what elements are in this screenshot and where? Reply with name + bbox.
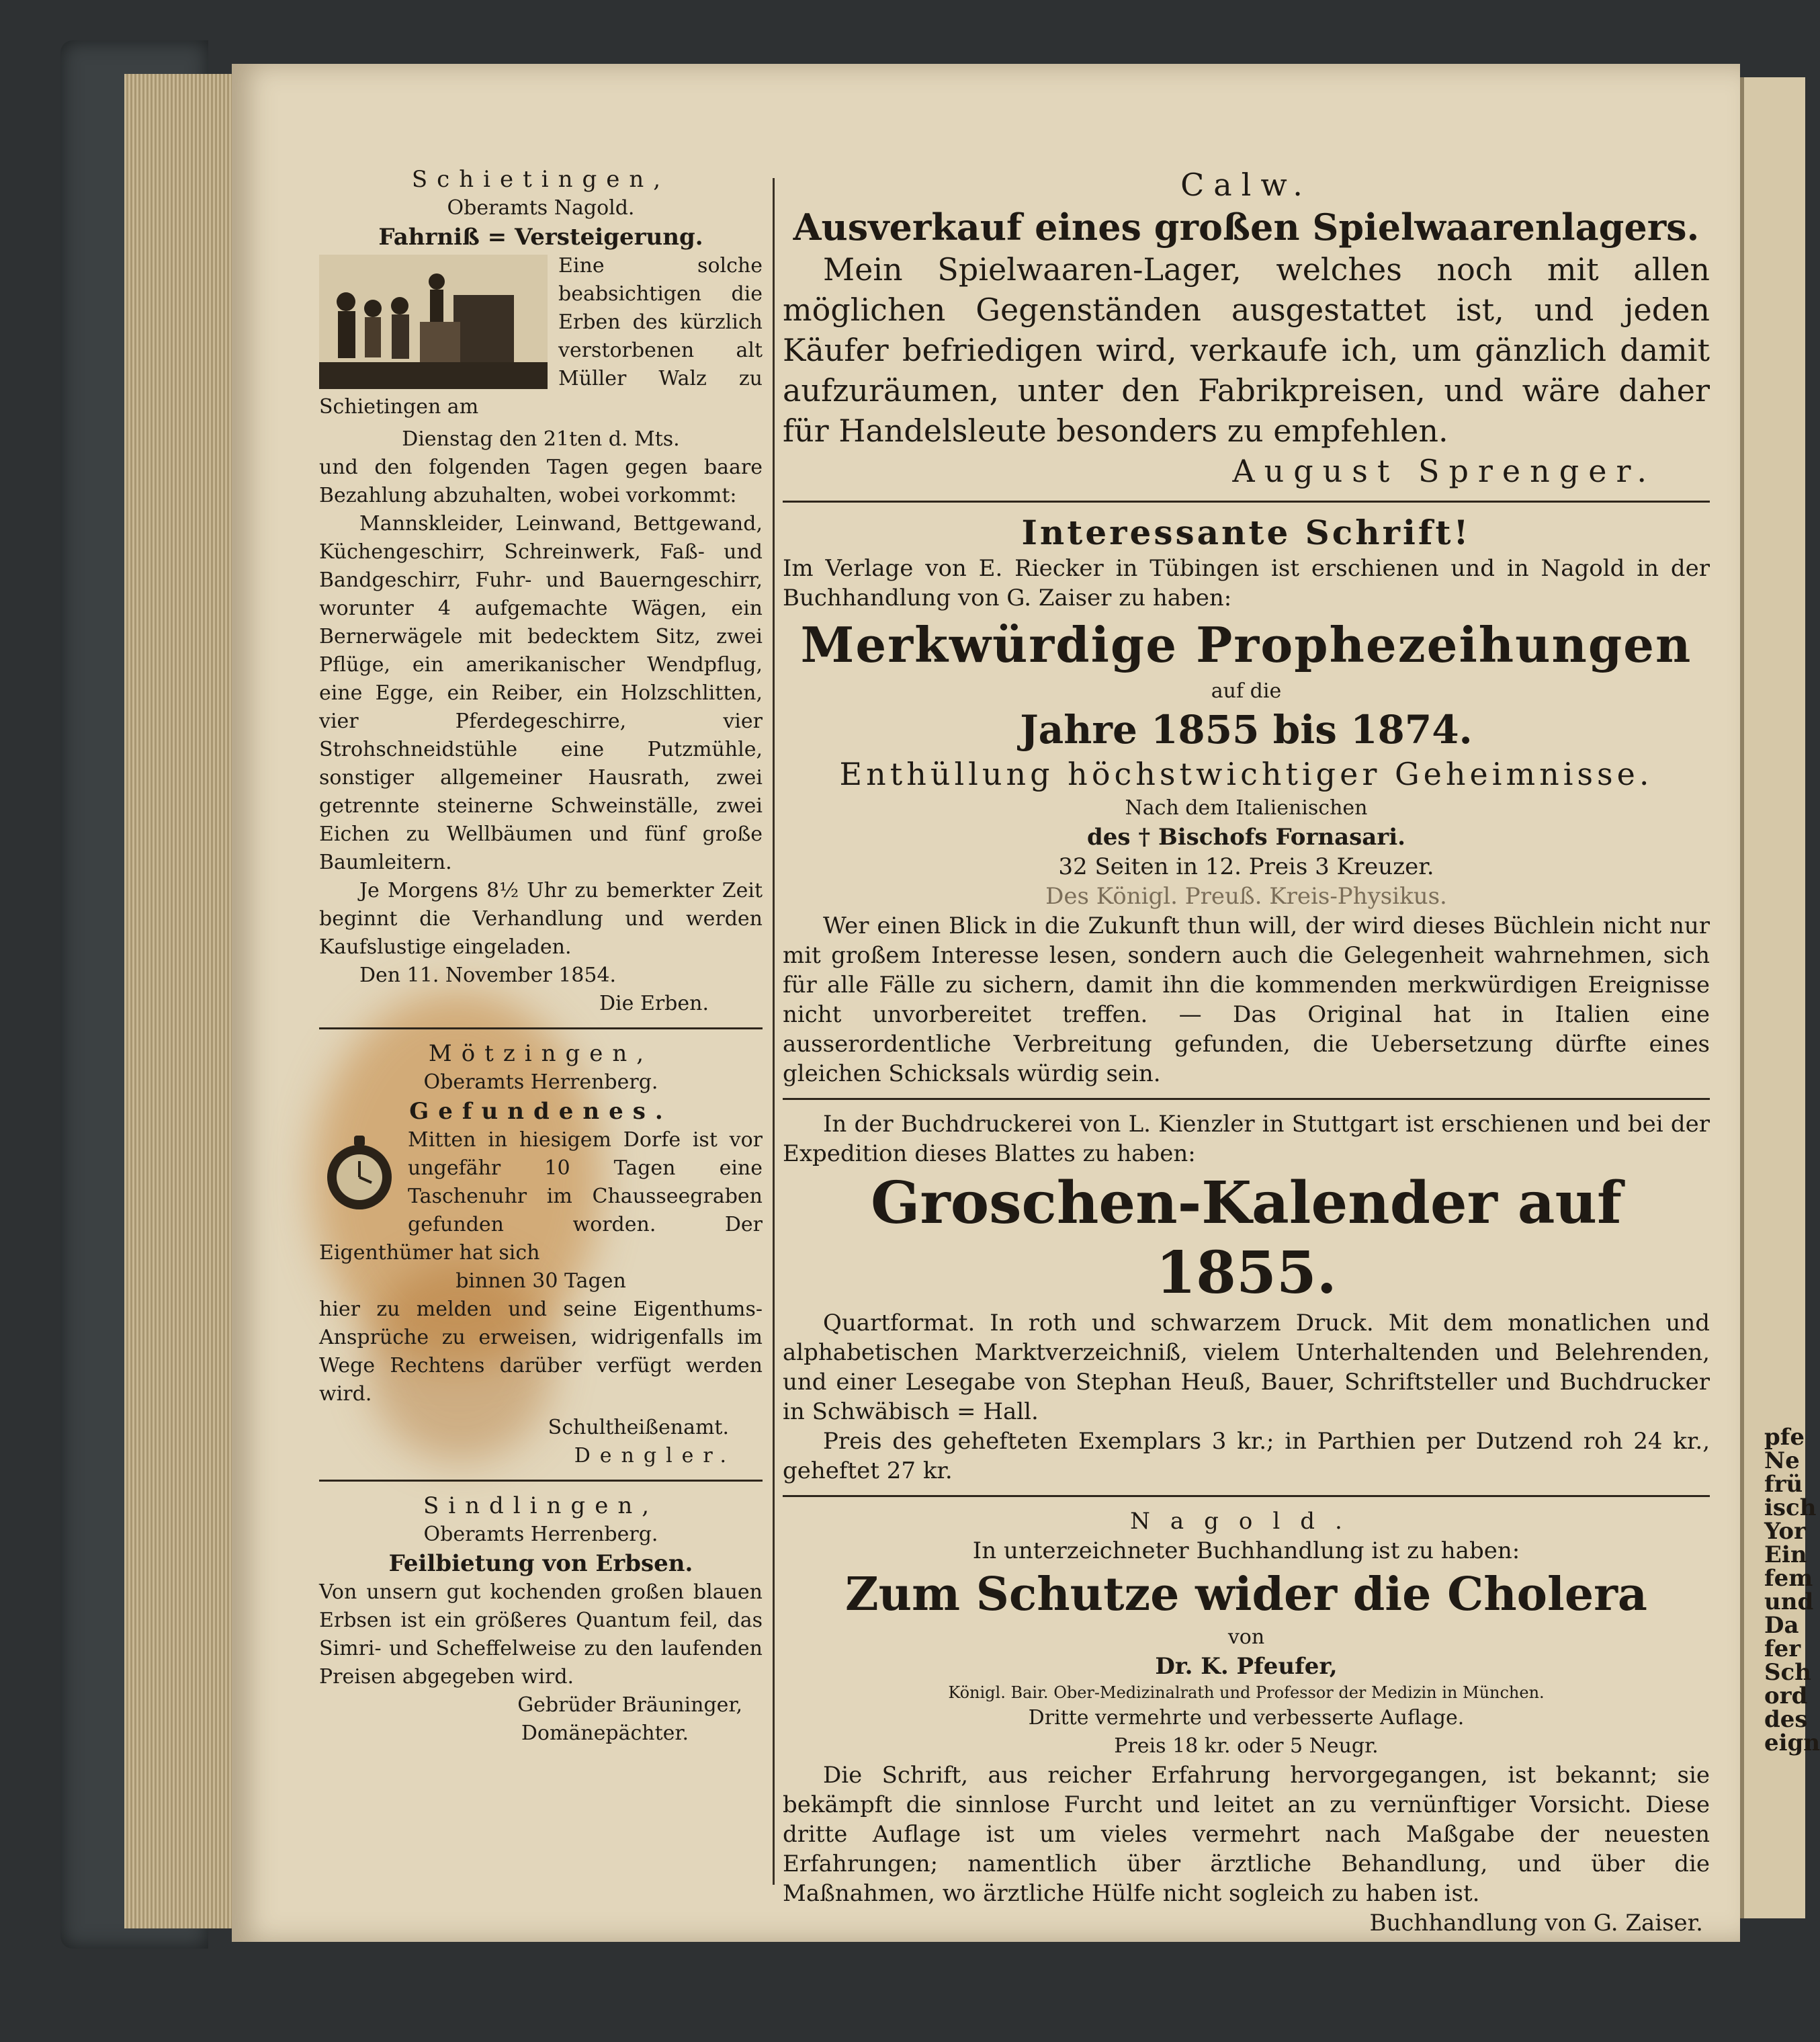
- body-text: Von unsern gut kochenden großen blauen Erbsen ist ein größeres Quantum feil, das Simri- und Scheffelweise zu den laufenden Preisen abgegeben wird.: [319, 1580, 763, 1689]
- separator: [319, 1027, 763, 1029]
- separator: [783, 501, 1710, 503]
- body-text: Wer einen Blick in die Zukunft thun will, der wird dieses Büchlein nicht nur mit großem Interesse lesen, sondern auch die Gelegenheit wahrnehmen, sich für alle Fälle zu sichern, damit ihn die kommenden merkwürdigen Ereignisse nicht unvorbereitet treffen. — Das Original hat in Italien eine ausserordentliche Verbreitung gefunden, die Uebersetzung dürfte eines gleichen Schicksals würdig sein.: [783, 912, 1710, 1087]
- book-title-auf: auf die: [1211, 679, 1282, 703]
- heading: Interessante Schrift!: [1021, 513, 1471, 552]
- column-rule: [773, 178, 775, 1885]
- heading: Feilbietung von Erbsen.: [388, 1550, 693, 1577]
- intro-text: In unterzeichneter Buchhandlung ist zu haben:: [972, 1537, 1520, 1564]
- district: Oberamts Herrenberg.: [423, 1523, 658, 1546]
- body-text: Mein Spielwaaren-Lager, welches noch mit allen möglichen Gegenständen ausgestattet ist, und jeden Käufer befriedigen wird, verkaufe ich, um gänzlich damit aufzuräumen, unter den Fabrikpreisen, und wäre daher für Handelsleute besonders zu empfehlen.: [783, 251, 1710, 449]
- schietingen-notice: [319, 165, 763, 1018]
- fragment: fem: [1764, 1565, 1813, 1592]
- fragment: eign: [1764, 1730, 1820, 1756]
- calw-ad: [783, 165, 1710, 491]
- lead-text: Eine solche beabsichtigen die Erben des kürzlich verstorbenen alt Müller Walz zu Schietingen am: [319, 254, 763, 419]
- body-text: Quartformat. In roth und schwarzem Druck. Mit dem monatlichen und alphabetischen Marktverzeichniß, vielem Unterhaltenden und Belehrenden, und einer Lesegabe von Stephan Heuß, Bauer, Schriftsteller und Buchdrucker in Schwäbisch = Hall.: [783, 1310, 1710, 1425]
- body-text: Die Schrift, aus reicher Erfahrung hervorgegangen, ist bekannt; sie bekämpft die sinnlose Furcht und leitet an zu vernünftiger Vorsicht. Diese dritte Auflage ist um vieles vermehrt nach Maßgabe der neuesten Erfahrungen; namentlich über ärztliche Behandlung, und über die Maßnahmen, wo ärztliche Hülfe nicht sogleich zu haben ist.: [783, 1762, 1710, 1907]
- subtitle: Enthüllung höchstwichtiger Geheimnisse.: [839, 756, 1653, 792]
- price: 32 Seiten in 12. Preis 3 Kreuzer.: [1058, 853, 1434, 880]
- right-column: [783, 165, 1710, 1938]
- separator: [783, 1098, 1710, 1100]
- signature: Die Erben.: [599, 992, 709, 1015]
- price: Preis 18 kr. oder 5 Neugr.: [1114, 1734, 1379, 1758]
- fragment: des: [1764, 1706, 1808, 1733]
- signature: August Sprenger.: [1232, 453, 1656, 489]
- place: Mötzingen,: [428, 1040, 654, 1067]
- fragment: ord: [1764, 1683, 1808, 1709]
- intro-text: In der Buchdruckerei von L. Kienzler in Stuttgart ist erschienen und bei der Expedition dieses Blattes zu haben:: [783, 1111, 1710, 1167]
- signature: Buchhandlung von G. Zaiser.: [1369, 1910, 1703, 1937]
- book-years: Jahre 1855 bis 1874.: [1020, 707, 1473, 753]
- newspaper-page: [232, 64, 1740, 1942]
- place: Nagold.: [1130, 1508, 1362, 1535]
- fragment: Yor: [1764, 1518, 1806, 1545]
- role: Domänepächter.: [521, 1721, 689, 1745]
- sindlingen-notice: [319, 1491, 763, 1748]
- book-title: Merkwürdige Prophezeihungen: [800, 616, 1692, 673]
- fragment: pfe: [1764, 1424, 1805, 1451]
- fragment: frü: [1764, 1471, 1803, 1498]
- author-title: Königl. Bair. Ober-Medizinalrath und Professor der Medizin in München.: [948, 1683, 1545, 1702]
- office: Schultheißenamt.: [548, 1416, 729, 1439]
- fragment: Ne: [1764, 1447, 1800, 1474]
- heading: Gefundenes.: [409, 1098, 673, 1125]
- body-text: und den folgenden Tagen gegen baare Bezahlung abzuhalten, wobei vorkommt:: [319, 456, 763, 507]
- place: Schietingen,: [411, 166, 670, 193]
- dateline: Den 11. November 1854.: [359, 964, 617, 987]
- body-text: Je Morgens 8½ Uhr zu bemerkter Zeit beginnt die Verhandlung und werden Kaufslustige eingeladen.: [319, 879, 763, 959]
- separator: [783, 1495, 1710, 1497]
- calendar-title: Groschen-Kalender auf 1855.: [870, 1169, 1622, 1307]
- book-title: Zum Schutze wider die Cholera: [845, 1568, 1647, 1621]
- bleed-through-text: Des Königl. Preuß. Kreis-Physikus.: [1045, 883, 1447, 910]
- edition: Dritte vermehrte und verbesserte Auflage.: [1028, 1706, 1465, 1730]
- price: Preis des gehefteten Exemplars 3 kr.; in Parthien per Dutzend roh 24 kr., geheftet 27 kr.: [783, 1428, 1710, 1484]
- intro-text: Im Verlage von E. Riecker in Tübingen ist erschienen und in Nagold in der Buchhandlung von G. Zaiser zu haben:: [783, 555, 1710, 611]
- fragment: Sch: [1764, 1659, 1811, 1686]
- district: Oberamts Nagold.: [447, 196, 635, 220]
- fragment: isch: [1764, 1494, 1817, 1521]
- body-text: hier zu melden und seine Eigenthums-Ansprüche zu erweisen, widrigenfalls im Wege Rechtens darüber verfügt werden wird.: [319, 1297, 763, 1406]
- cholera-book-ad: [783, 1506, 1710, 1938]
- pocket-watch-icon: [319, 1129, 400, 1216]
- district: Oberamts Herrenberg.: [423, 1070, 658, 1094]
- fragment: Da: [1764, 1612, 1799, 1639]
- moetzingen-notice: [319, 1039, 763, 1470]
- left-column: [319, 165, 763, 1748]
- fragment: Ein: [1764, 1541, 1807, 1568]
- body-text: Mitten in hiesigem Dorfe ist vor ungefähr 10 Tagen eine Taschenuhr im Chausseegraben gefunden worden. Der Eigenthümer hat sich: [319, 1128, 763, 1265]
- author: Dr. K. Pfeufer,: [1155, 1653, 1338, 1680]
- items-list: Mannskleider, Leinwand, Bettgewand, Küchengeschirr, Schreinwerk, Faß- und Bandgeschirr, Fuhr- und Bauerngeschirr, worunter 4 aufgemachte Wägen, ein Bernerwägele mit bedecktem Sitz, zwei Pflüge, ein amerikanischer Wendpflug, eine Egge, ein Reiber, ein Holzschlitten, vier Pferdegeschirre, vier Strohschneidstühle eine Putzmühle, sonstiger allgemeiner Hausrath, zwei getrennte steinerne Schweinställe, zwei Eichen zu Wellbäumen und fünf große Baumleitern.: [319, 512, 763, 874]
- von: von: [1227, 1625, 1265, 1649]
- place: Calw.: [1180, 167, 1312, 203]
- signature: Gebrüder Bräuninger,: [517, 1693, 742, 1717]
- deadline: binnen 30 Tagen: [456, 1269, 626, 1293]
- heading: Ausverkauf eines großen Spielwaarenlagers.: [793, 206, 1700, 249]
- calendar-ad: [783, 1109, 1710, 1486]
- separator: [319, 1480, 763, 1482]
- signature: Dengler.: [574, 1444, 736, 1467]
- place: Sindlingen,: [423, 1492, 659, 1519]
- heading: Fahrniß = Versteigerung.: [378, 224, 703, 251]
- auction-woodcut-illustration: [319, 255, 548, 389]
- fragment: und: [1764, 1588, 1814, 1615]
- fragment: fer: [1764, 1635, 1801, 1662]
- author: des † Bischofs Fornasari.: [1087, 824, 1405, 851]
- translation-note: Nach dem Italienischen: [1125, 796, 1368, 820]
- auction-date: Dienstag den 21ten d. Mts.: [402, 427, 680, 451]
- next-page-edge: [1740, 77, 1820, 1918]
- prophecy-book-ad: [783, 512, 1710, 1089]
